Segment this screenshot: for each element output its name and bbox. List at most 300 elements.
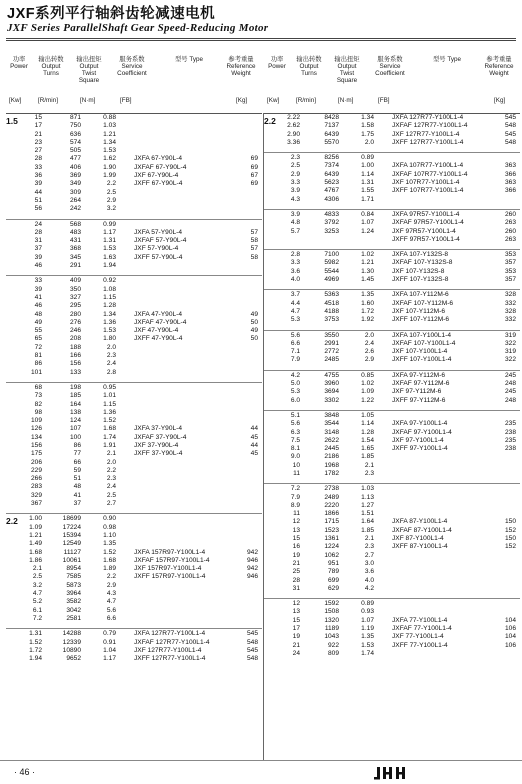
table-row [6,392,262,400]
output-twist-cell: 5570 [324,138,339,146]
output-twist-cell: 1523 [324,526,339,534]
spec-group [6,382,262,508]
weight-cell: 44 [250,441,258,449]
table-row [264,219,520,227]
output-turns-cell: 5.3 [290,316,300,324]
output-twist-cell: 8954 [66,565,81,573]
weight-cell: 67 [250,172,258,180]
service-coef-cell: 1.28 [103,302,116,310]
table-row [264,291,520,299]
weight-cell: 152 [504,543,516,551]
table-row [6,459,262,467]
output-twist-cell: 41 [73,491,81,499]
model-type-cell: JXFA 47-Y90L-4 [134,310,183,318]
output-twist-cell: 1043 [324,633,339,641]
service-coef-cell: 1.09 [361,388,374,396]
page-subtitle: JXF Series ParallelShaft Gear Speed-Reducing Motor [7,22,269,34]
output-twist-cell: 4306 [324,195,339,203]
table-row [264,179,520,187]
table-row [264,642,520,650]
table-row [6,122,262,130]
output-turns-cell: 39 [34,285,42,293]
output-turns-cell: 21 [292,641,300,649]
weight-cell: 49 [250,327,258,335]
weight-cell: 942 [246,548,258,556]
model-type-cell: JXFF 127R77-Y100L1-4 [392,138,464,146]
weight-cell: 545 [246,646,258,654]
model-type-cell: JXFF 87-Y100L1-4 [392,543,448,551]
service-coef-cell: 1.54 [361,436,374,444]
service-coef-cell: 1.14 [361,420,374,428]
output-twist-cell: 5623 [324,179,339,187]
unit-rmin: [R/min] [296,97,316,104]
model-type-cell: JXF 87-Y100L1-4 [392,535,444,543]
output-turns-cell: 21 [292,559,300,567]
weight-cell: 328 [504,291,516,299]
output-turns-cell: 33 [34,163,42,171]
table-row [6,180,262,188]
service-coef-cell: 4.0 [364,576,374,584]
table-row [264,494,520,502]
service-coef-cell: 2.9 [364,356,374,364]
output-turns-cell: 33 [34,277,42,285]
output-turns-cell: 15 [34,114,42,121]
weight-cell: 545 [504,130,516,138]
table-row [264,485,520,493]
output-turns-cell: 109 [30,417,42,425]
output-turns-cell: 5.3 [290,388,300,396]
output-twist-cell: 1592 [324,600,339,608]
output-twist-cell: 7137 [324,122,339,130]
output-turns-cell: 68 [34,383,42,391]
service-coef-cell: 1.53 [361,641,374,649]
table-row [6,549,262,557]
table-row [264,608,520,616]
service-coef-cell: 1.17 [103,228,116,236]
service-coef-cell: 1.75 [361,130,374,138]
model-type-cell: JXFA 57-Y90L-4 [134,228,183,236]
table-row [6,417,262,425]
output-twist-cell: 14288 [62,630,81,638]
output-turns-cell: 2.8 [290,251,300,259]
service-coef-cell: 1.85 [361,526,374,534]
header-weight: 参考重量 Reference Weight [484,56,514,77]
table-row [6,425,262,433]
output-turns-cell: 4.7 [290,307,300,315]
output-turns-cell: 156 [30,441,42,449]
output-turns-cell: 3.9 [290,187,300,195]
header-type: 型号 Type [433,56,461,63]
table-row [6,262,262,270]
table-row [264,437,520,445]
output-twist-cell: 568 [69,220,81,228]
table-row [264,502,520,510]
service-coef-cell: 1.74 [103,433,116,441]
output-turns-cell: 17 [292,625,300,633]
table-row [6,155,262,163]
table-row [6,369,262,377]
weight-cell: 332 [504,316,516,324]
output-turns-cell: 12 [292,518,300,526]
service-coef-cell: 1.15 [103,400,116,408]
output-turns-cell: 1.00 [29,515,42,523]
header-output-twist: 输出扭矩 Output Twist Square [76,56,102,84]
service-coef-cell: 1.08 [103,285,116,293]
output-twist-cell: 2991 [324,339,339,347]
power-value: 1.5 [6,116,18,126]
service-coef-cell: 1.19 [361,625,374,633]
service-coef-cell: 1.80 [103,335,116,343]
spec-group [264,410,520,478]
service-coef-cell: 1.35 [361,291,374,299]
output-turns-cell: 24 [34,220,42,228]
output-twist-cell: 345 [69,253,81,261]
weight-cell: 106 [504,625,516,633]
output-twist-cell: 3848 [324,411,339,419]
output-twist-cell: 59 [73,466,81,474]
weight-cell: 260 [504,210,516,218]
service-coef-cell: 0.88 [103,114,116,121]
output-twist-cell: 18699 [62,515,81,523]
output-turns-cell: 283 [30,483,42,491]
output-twist-cell: 1866 [324,510,339,518]
model-type-cell: JXFA 157R97-Y100L1-4 [134,548,206,556]
service-coef-cell: 3.6 [364,568,374,576]
output-twist-cell: 12549 [62,540,81,548]
model-type-cell: JXFAF 97-Y112M-6 [392,380,450,388]
service-coef-cell: 2.9 [106,196,116,204]
service-coef-cell: 2.7 [106,500,116,508]
weight-cell: 328 [504,307,516,315]
table-row [6,205,262,213]
output-twist-cell: 3960 [324,380,339,388]
table-row [6,557,262,565]
unit-kw: [Kw] [267,97,280,104]
output-turns-cell: 2.5 [32,573,42,581]
table-row [6,524,262,532]
table-row [264,300,520,308]
output-twist-cell: 164 [69,400,81,408]
model-type-cell: JXFA 97-Y100L1-4 [392,420,448,428]
weight-cell: 366 [504,187,516,195]
weight-cell: 58 [250,237,258,245]
weight-cell: 245 [504,388,516,396]
weight-cell: 545 [504,114,516,121]
service-coef-cell: 2.0 [364,138,374,146]
weight-cell: 238 [504,445,516,453]
model-type-cell: JXFF 107-Y112M-6 [392,316,450,324]
service-coef-cell: 1.31 [103,237,116,245]
weight-cell: 150 [504,518,516,526]
service-coef-cell: 1.15 [103,293,116,301]
weight-cell: 238 [504,428,516,436]
weight-cell: 946 [246,556,258,564]
output-twist-cell: 156 [69,360,81,368]
weight-cell: 248 [504,380,516,388]
service-coef-cell: 1.35 [361,633,374,641]
output-turns-cell: 2.90 [287,130,300,138]
output-twist-cell: 629 [327,584,339,592]
output-twist-cell: 12339 [62,638,81,646]
service-coef-cell: 2.4 [364,339,374,347]
output-twist-cell: 10061 [62,556,81,564]
service-coef-cell: 1.45 [361,276,374,284]
table-row [6,164,262,172]
service-coef-cell: 1.34 [103,310,116,318]
model-type-cell: JXFAF 107-Y100L1-4 [392,339,456,347]
output-turns-cell: 39 [34,180,42,188]
service-coef-cell: 1.99 [103,172,116,180]
output-twist-cell: 2489 [324,493,339,501]
service-coef-cell: 1.90 [103,163,116,171]
output-turns-cell: 12 [292,600,300,608]
model-type-cell: JXFA 67-Y90L-4 [134,155,183,163]
output-turns-cell: 6.1 [32,606,42,614]
model-type-cell: JXFA 107-Y112M-6 [392,291,449,299]
table-row [264,527,520,535]
table-row [6,647,262,655]
service-coef-cell: 2.1 [364,461,374,469]
output-turns-cell: 1.21 [29,531,42,539]
output-twist-cell: 15394 [62,531,81,539]
table-row [264,568,520,576]
table-row [264,228,520,236]
service-coef-cell: 2.9 [106,581,116,589]
weight-cell: 942 [246,565,258,573]
table-row [264,348,520,356]
output-turns-cell: 39 [34,253,42,261]
output-turns-cell: 3.3 [290,179,300,187]
weight-cell: 263 [504,219,516,227]
spec-group [6,275,262,377]
header-output-turns: 输出转数 Output Turns [38,56,64,77]
spec-group [264,483,520,593]
output-twist-cell: 349 [69,180,81,188]
service-coef-cell: 1.60 [361,299,374,307]
model-type-cell: JXFAF 97R57-Y100L1-4 [392,219,464,227]
output-turns-cell: 4.4 [290,299,300,307]
service-coef-cell: 1.07 [361,616,374,624]
model-type-cell: JXF 57-Y90L-4 [134,245,179,253]
output-turns-cell: 16 [292,543,300,551]
table-row [264,162,520,170]
output-turns-cell: 4.8 [290,219,300,227]
table-row [264,380,520,388]
table-row [6,500,262,508]
weight-cell: 357 [504,276,516,284]
table-row [6,294,262,302]
output-turns-cell: 86 [34,360,42,368]
service-coef-cell: 2.3 [364,543,374,551]
weight-cell: 357 [504,259,516,267]
output-twist-cell: 3253 [324,227,339,235]
output-turns-cell: 1.68 [29,548,42,556]
table-row [264,510,520,518]
output-turns-cell: 7.9 [290,493,300,501]
output-twist-cell: 431 [69,237,81,245]
output-twist-cell: 3792 [324,219,339,227]
table-row [264,372,520,380]
output-turns-cell: 5.7 [290,227,300,235]
service-coef-cell: 4.7 [106,598,116,606]
output-twist-cell: 369 [69,172,81,180]
output-twist-cell: 8256 [324,154,339,162]
table-row [264,543,520,551]
weight-cell: 106 [504,641,516,649]
weight-cell: 104 [504,616,516,624]
service-coef-cell: 3.0 [364,559,374,567]
spec-group [264,370,520,405]
output-turns-cell: 49 [34,318,42,326]
table-row [6,327,262,335]
service-coef-cell: 1.92 [361,316,374,324]
output-twist-cell: 185 [69,392,81,400]
weight-cell: 245 [504,371,516,379]
service-coef-cell: 4.2 [364,584,374,592]
unit-kg: [Kg] [236,97,248,104]
service-coef-cell: 1.36 [103,318,116,326]
output-turns-cell: 2.3 [290,154,300,162]
output-twist-cell: 3582 [66,598,81,606]
output-turns-cell: 3.36 [287,138,300,146]
footer [0,760,522,784]
output-turns-cell: 8.9 [290,501,300,509]
output-turns-cell: 3.2 [32,581,42,589]
output-twist-cell: 1508 [324,608,339,616]
output-twist-cell: 4518 [324,299,339,307]
table-row [264,617,520,625]
model-type-cell: JXF 97-Y112M-6 [392,388,442,396]
service-coef-cell: 2.6 [364,348,374,356]
spec-group [264,113,520,147]
model-type-cell: JXFF 107R77-Y100L1-4 [392,187,464,195]
spec-group [264,330,520,365]
service-coef-cell: 1.64 [361,518,374,526]
output-turns-cell: 7.2 [290,485,300,493]
output-turns-cell: 4.0 [290,276,300,284]
model-type-cell: JXFF 127R77-Y100L1-4 [134,655,206,663]
table-row [264,585,520,593]
service-coef-cell: 1.28 [361,428,374,436]
table-row [6,450,262,458]
service-coef-cell: 1.65 [361,445,374,453]
output-twist-cell: 3964 [66,590,81,598]
output-turns-cell: 5.2 [32,598,42,606]
output-turns-cell: 28 [292,576,300,584]
output-twist-cell: 208 [69,335,81,343]
service-coef-cell: 1.34 [103,138,116,146]
service-coef-cell: 2.0 [106,458,116,466]
output-twist-cell: 66 [73,458,81,466]
table-row [6,582,262,590]
model-type-cell: JXFAF 107-Y112M-6 [392,299,454,307]
table-row [264,412,520,420]
output-turns-cell: 2.9 [290,170,300,178]
table-row [6,286,262,294]
output-twist-cell: 3550 [324,331,339,339]
table-row [6,434,262,442]
service-coef-cell: 0.79 [103,630,116,638]
output-twist-cell: 198 [69,383,81,391]
output-turns-cell: 2.62 [287,122,300,130]
header-weight: 参考重量 Reference Weight [226,56,256,77]
model-type-cell: JXFAF 127R77-Y100L1-4 [392,122,468,130]
service-coef-cell: 2.1 [106,450,116,458]
weight-cell: 69 [250,163,258,171]
table-row [264,139,520,147]
table-row [6,254,262,262]
model-type-cell: JXFA 97R57-Y100L1-4 [392,210,460,218]
output-twist-cell: 295 [69,302,81,310]
service-coef-cell: 1.91 [103,441,116,449]
output-twist-cell: 9652 [66,655,81,663]
table-row [6,197,262,205]
output-turns-cell: 41 [34,293,42,301]
table-row [6,639,262,647]
output-turns-cell: 329 [30,491,42,499]
service-coef-cell: 2.2 [106,573,116,581]
output-turns-cell: 31 [292,584,300,592]
output-twist-cell: 2581 [66,614,81,622]
table-row [264,600,520,608]
right-spec-table [264,113,520,760]
output-twist-cell: 3302 [324,396,339,404]
header-power: 功率 Power [268,56,286,70]
output-twist-cell: 7374 [324,162,339,170]
output-twist-cell: 4969 [324,276,339,284]
table-row [6,221,262,229]
header-output-twist: 输出扭矩 Output Twist Square [334,56,360,84]
output-twist-cell: 406 [69,163,81,171]
service-coef-cell: 0.99 [103,220,116,228]
output-twist-cell: 3694 [324,388,339,396]
weight-cell: 69 [250,155,258,163]
output-twist-cell: 4188 [324,307,339,315]
table-row [264,429,520,437]
weight-cell: 322 [504,356,516,364]
output-turns-cell: 7.2 [32,614,42,622]
table-row [6,229,262,237]
output-turns-cell: 55 [34,327,42,335]
service-coef-cell: 2.0 [364,331,374,339]
output-twist-cell: 789 [327,568,339,576]
model-type-cell: JXF 77-Y100L1-4 [392,633,444,641]
spec-group [264,598,520,658]
weight-cell: 545 [246,630,258,638]
table-row [6,189,262,197]
model-type-cell: JXFF 107-Y100L1-4 [392,356,452,364]
brand-logo [374,765,412,781]
service-coef-cell: 1.07 [361,219,374,227]
service-coef-cell: 0.95 [103,383,116,391]
output-twist-cell: 264 [69,196,81,204]
output-twist-cell: 3544 [324,420,339,428]
output-turns-cell: 1.31 [29,630,42,638]
output-turns-cell: 19 [292,551,300,559]
service-coef-cell: 2.0 [106,343,116,351]
output-twist-cell: 77 [73,450,81,458]
output-twist-cell: 246 [69,327,81,335]
output-twist-cell: 6439 [324,130,339,138]
output-turns-cell: 5.0 [290,380,300,388]
weight-cell: 69 [250,180,258,188]
output-twist-cell: 871 [69,114,81,121]
output-turns-cell: 101 [30,368,42,376]
output-twist-cell: 138 [69,408,81,416]
weight-cell: 248 [504,396,516,404]
service-coef-cell: 1.53 [103,327,116,335]
output-turns-cell: 13 [292,526,300,534]
